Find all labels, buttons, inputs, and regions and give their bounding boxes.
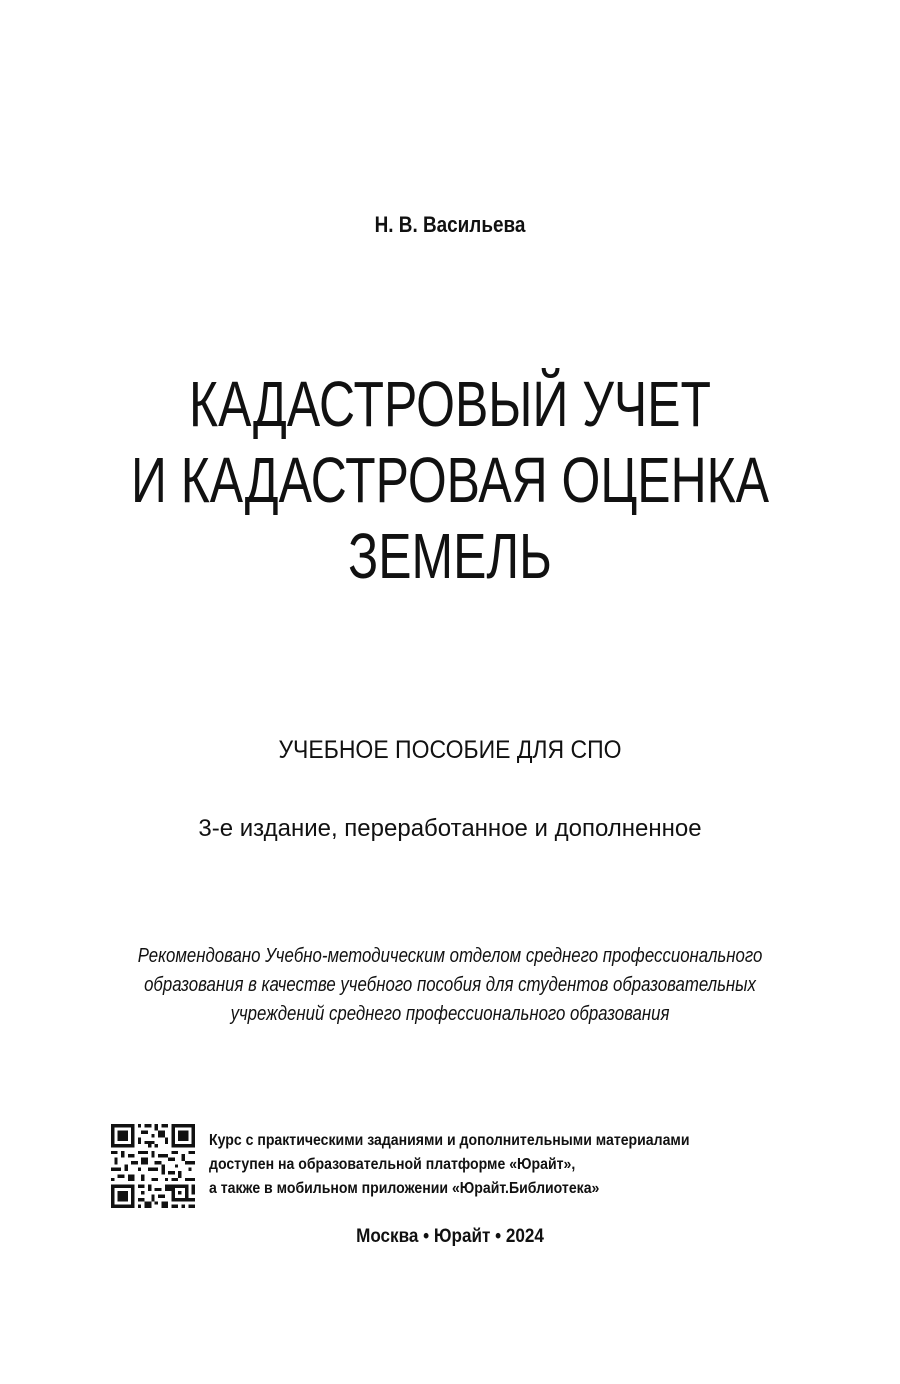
edition-note: 3-е издание, переработанное и дополненное: [198, 815, 702, 842]
book-subtitle: УЧЕБНОЕ ПОСОБИЕ ДЛЯ СПО: [278, 736, 622, 764]
book-title: [0, 366, 900, 594]
recommendation-text: [0, 942, 900, 1029]
course-info: [209, 1129, 689, 1201]
title-line: КАДАСТРОВЫЙ УЧЕТ: [189, 368, 711, 440]
author-name: Н. В. Васильева: [374, 212, 526, 237]
title-line: ЗЕМЕЛЬ: [348, 520, 552, 592]
recommendation-line: образования в качестве учебного пособия для студентов образовательных: [144, 974, 756, 996]
course-line: а также в мобильном приложении «Юрайт.Библиотека»: [209, 1180, 600, 1197]
qr-code-icon: [111, 1124, 195, 1208]
recommendation-line: Рекомендовано Учебно-методическим отделом среднего профессионального: [137, 945, 763, 967]
title-line: И КАДАСТРОВАЯ ОЦЕНКА: [130, 444, 770, 516]
course-line: доступен на образовательной платформе «Юрайт»,: [209, 1156, 576, 1173]
recommendation-line: учреждений среднего профессионального образования: [230, 1003, 670, 1025]
course-line: Курс с практическими заданиями и дополнительными материалами: [209, 1132, 690, 1149]
publisher-imprint: Москва • Юрайт • 2024: [356, 1226, 544, 1247]
